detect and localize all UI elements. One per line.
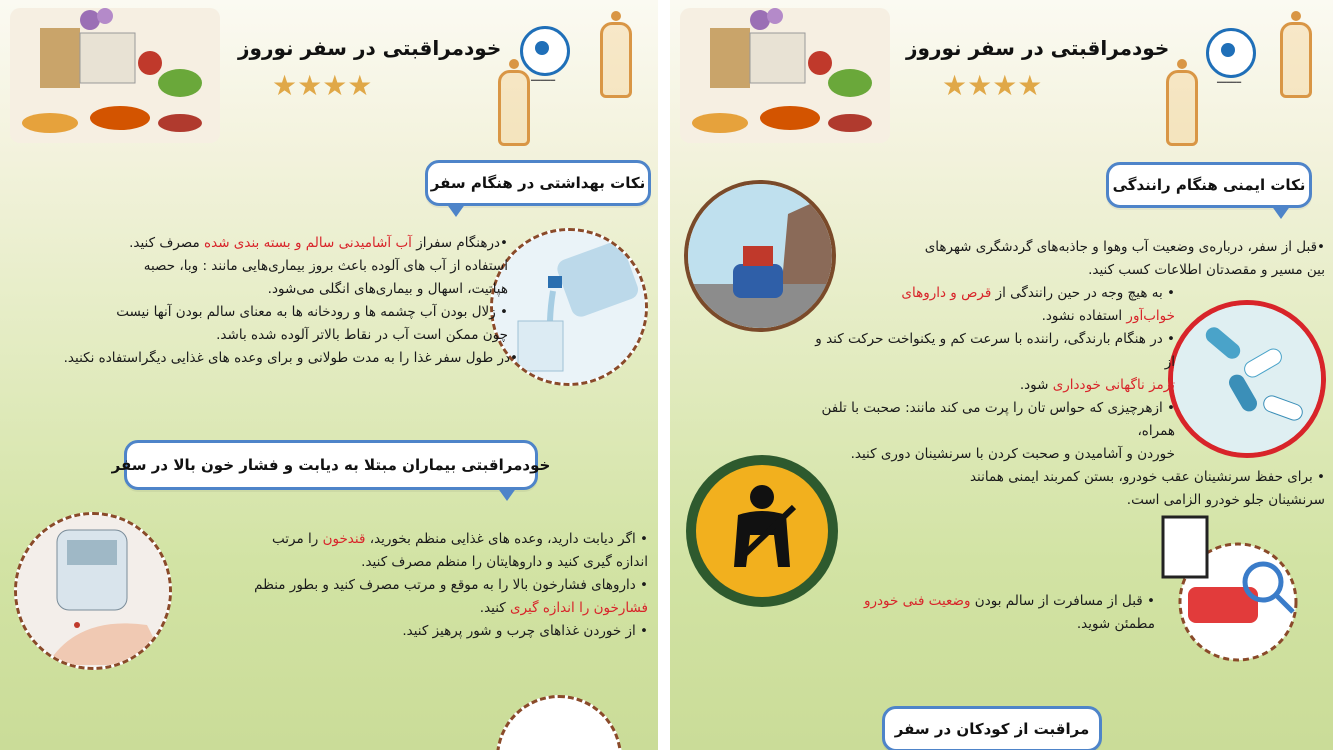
page-title: خودمراقبتی در سفر نوروز (906, 36, 1170, 60)
text-line: سرنشینان جلو خودرو الزامی است. (1126, 492, 1325, 508)
chair-image (496, 695, 622, 750)
page-title: خودمراقبتی در سفر نوروز (238, 36, 502, 60)
lantern-icon (1166, 70, 1198, 146)
text-line: • برای حفظ سرنشینان عقب خودرو، بستن کمربند ایمنی همانند (969, 469, 1325, 485)
logo-caption: ━━━━━ (530, 76, 556, 85)
seatbelt-illustration (686, 455, 838, 607)
vehicle-check-text (835, 590, 1155, 636)
text-line: •درهنگام سفراز آب آشامیدنی سالم و بسته بندی شده مصرف کنید. (129, 235, 508, 251)
heading-label: نکات بهداشتی در هنگام سفر (430, 174, 646, 192)
right-panel (670, 0, 1333, 750)
text-line: • در هنگام بارندگی، راننده با سرعت کم و یکنواخت حرکت کند و از (815, 331, 1175, 370)
text-line: ترمز ناگهانی خودداری شود. (1019, 377, 1175, 393)
text-line: مطمئن شوید. (1076, 616, 1155, 632)
hygiene-text (8, 232, 518, 370)
heading-label: مراقبت از کودکان در سفر (894, 720, 1090, 738)
university-logo-icon (520, 26, 570, 76)
text-line: خواب‌آور استفاده نشود. (1041, 308, 1175, 324)
logo-caption: ━━━━━ (1216, 78, 1242, 87)
text-line: فشارخون را اندازه گیری کنید. (479, 600, 648, 616)
panel-divider (658, 0, 670, 750)
text-line: خوردن و آشامیدن و صحبت کردن با سرنشینان دوری کنید. (850, 446, 1175, 462)
section-heading-diabetes (111, 440, 551, 490)
text-line: چون ممکن است آب در نقاط بالاتر آلوده شده باشد. (216, 327, 508, 343)
diabetes-text (168, 528, 648, 643)
left-panel (0, 0, 658, 750)
nowruz-table-image (680, 8, 890, 143)
text-line: • زلال بودن آب چشمه ها و رودخانه ها به معنای سالم بودن آنها نیست (116, 304, 508, 320)
text-line: •قبل از سفر، درباره‌ی وضعیت آب وهوا و جاذبه‌های گردشگری شهرهای (924, 239, 1325, 255)
section-heading-driving (1106, 162, 1312, 208)
section-heading-children (882, 706, 1102, 750)
glucose-meter-image (14, 512, 172, 670)
text-line: • ازهرچیزی که حواس تان را پرت می کند مانند: صحبت با تلفن همراه، (821, 400, 1175, 439)
nowruz-table-image (10, 8, 220, 143)
text-line: • اگر دیابت دارید، وعده های غذایی منظم بخورید، قندخون را مرتب (272, 531, 648, 547)
text-line: • از خوردن غذاهای چرب و شور پرهیز کنید. (402, 623, 648, 639)
text-line: • قبل از مسافرت از سالم بودن وضعیت فنی خودرو (863, 593, 1155, 609)
rating-stars: ★★★★ (272, 69, 373, 102)
heading-label: خودمراقبتی بیماران مبتلا به دیابت و فشار خون بالا در سفر (111, 456, 551, 474)
lantern-icon (600, 22, 632, 98)
text-line: • داروهای فشارخون بالا را به موقع و مرتب مصرف کنید و بطور منظم (254, 577, 648, 593)
text-line: بین مسیر و مقصدتان اطلاعات کسب کنید. (1088, 262, 1325, 278)
lantern-icon (498, 70, 530, 146)
text-line: •در طول سفر غذا را به مدت طولانی و برای وعده های غذایی دیگراستفاده نکنید. (63, 350, 518, 366)
text-line: استفاده از آب های آلوده باعث بروز بیماری‌هایی مانند : وبا، حصبه (143, 258, 508, 274)
text-line: اندازه گیری کنید و داروهایتان را منظم مصرف کنید. (361, 554, 648, 570)
heading-label: نکات ایمنی هنگام رانندگی (1112, 176, 1306, 194)
car-checklist-icon (1158, 512, 1308, 662)
lantern-icon (1280, 22, 1312, 98)
glucose-illustration (17, 515, 169, 667)
university-logo-icon (1206, 28, 1256, 78)
text-line: • به هیچ وجه در حین رانندگی از قرص و داروهای (901, 285, 1175, 301)
section-heading-hygiene (425, 160, 651, 206)
text-line: هپاتیت، اسهال و بیماری‌های انگلی می‌شود. (267, 281, 508, 297)
driving-text (805, 236, 1325, 512)
seatbelt-sign-icon (686, 455, 838, 607)
rating-stars: ★★★★ (942, 69, 1043, 102)
